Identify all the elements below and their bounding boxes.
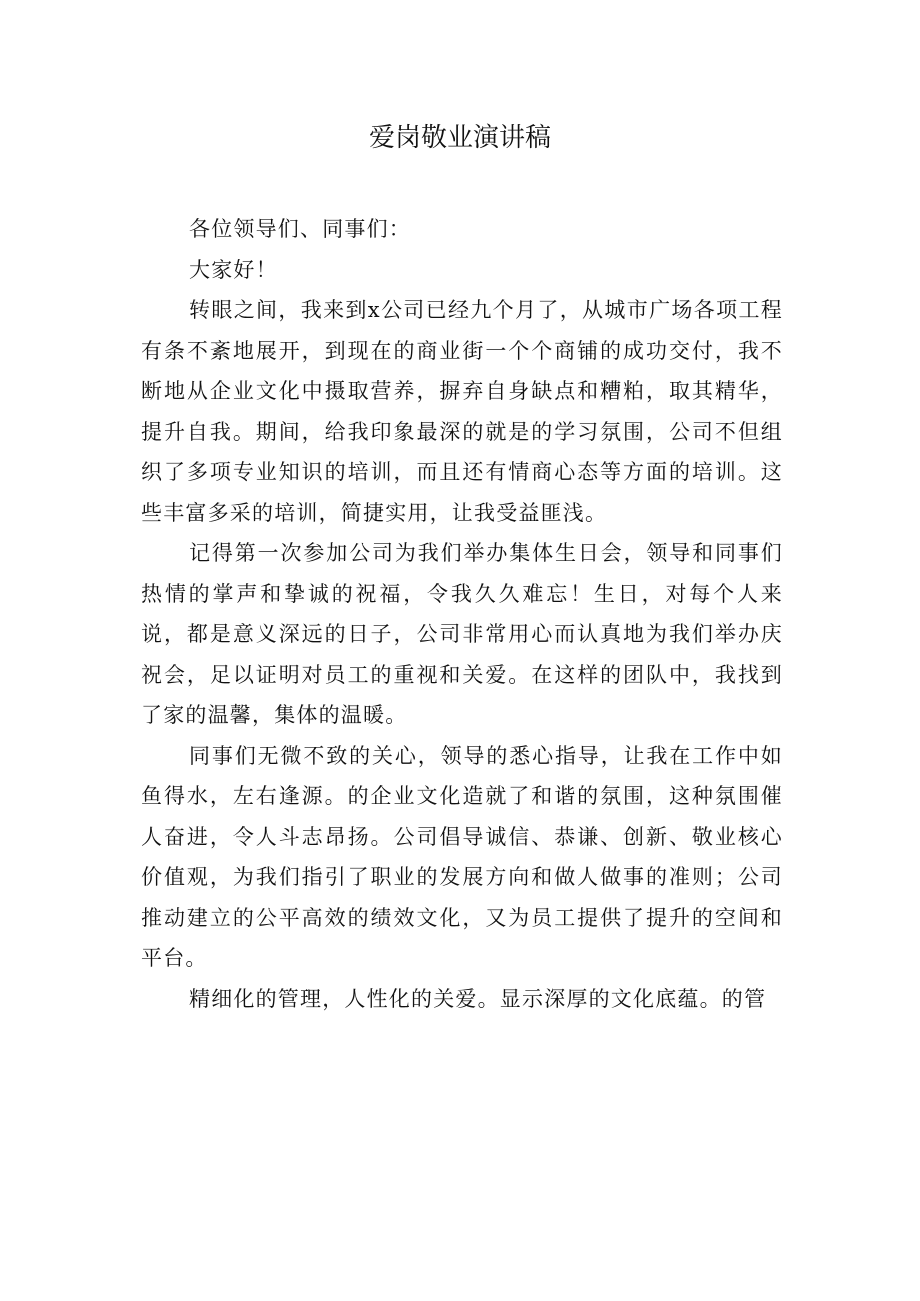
paragraph-2: 记得第一次参加公司为我们举办集体生日会，领导和同事们热情的掌声和挚诚的祝福，令我久久难忘！生日，对每个人来说，都是意义深远的日子，公司非常用心而认真地为我们举办庆祝会，足以证明对员工的重视和关爱。在这样的团队中，我找到了家的温馨，集体的温暖。 — [141, 541, 783, 727]
paragraph-1: 转眼之间，我来到x公司已经九个月了，从城市广场各项工程有条不紊地展开，到现在的商业街一个个商铺的成功交付，我不断地从企业文化中摄取营养，摒弃自身缺点和糟粕，取其精华，提升自我。期间，给我印象最深的就是的学习氛围，公司不但组织了多项专业知识的培训，而且还有情商心态等方面的培训。这些丰富多采的培训，简捷实用，让我受益匪浅。 — [141, 298, 783, 525]
document-body — [141, 209, 783, 1019]
paragraph-4: 精细化的管理，人性化的关爱。显示深厚的文化底蕴。的管 — [189, 986, 767, 1011]
document-title: 爱岗敬业演讲稿 — [368, 123, 551, 153]
greeting: 大家好！ — [189, 257, 278, 282]
salutation: 各位领导们、同事们： — [189, 217, 411, 241]
paragraph-3: 同事们无微不致的关心，领导的悉心指导，让我在工作中如鱼得水，左右逢源。的企业文化造就了和谐的氛围，这种氛围催人奋进，令人斗志昂扬。公司倡导诚信、恭谦、创新、敬业核心价值观，为我们指引了职业的发展方向和做人做事的准则；公司推动建立的公平高效的绩效文化，又为员工提供了提升的空间和平台。 — [141, 743, 783, 970]
